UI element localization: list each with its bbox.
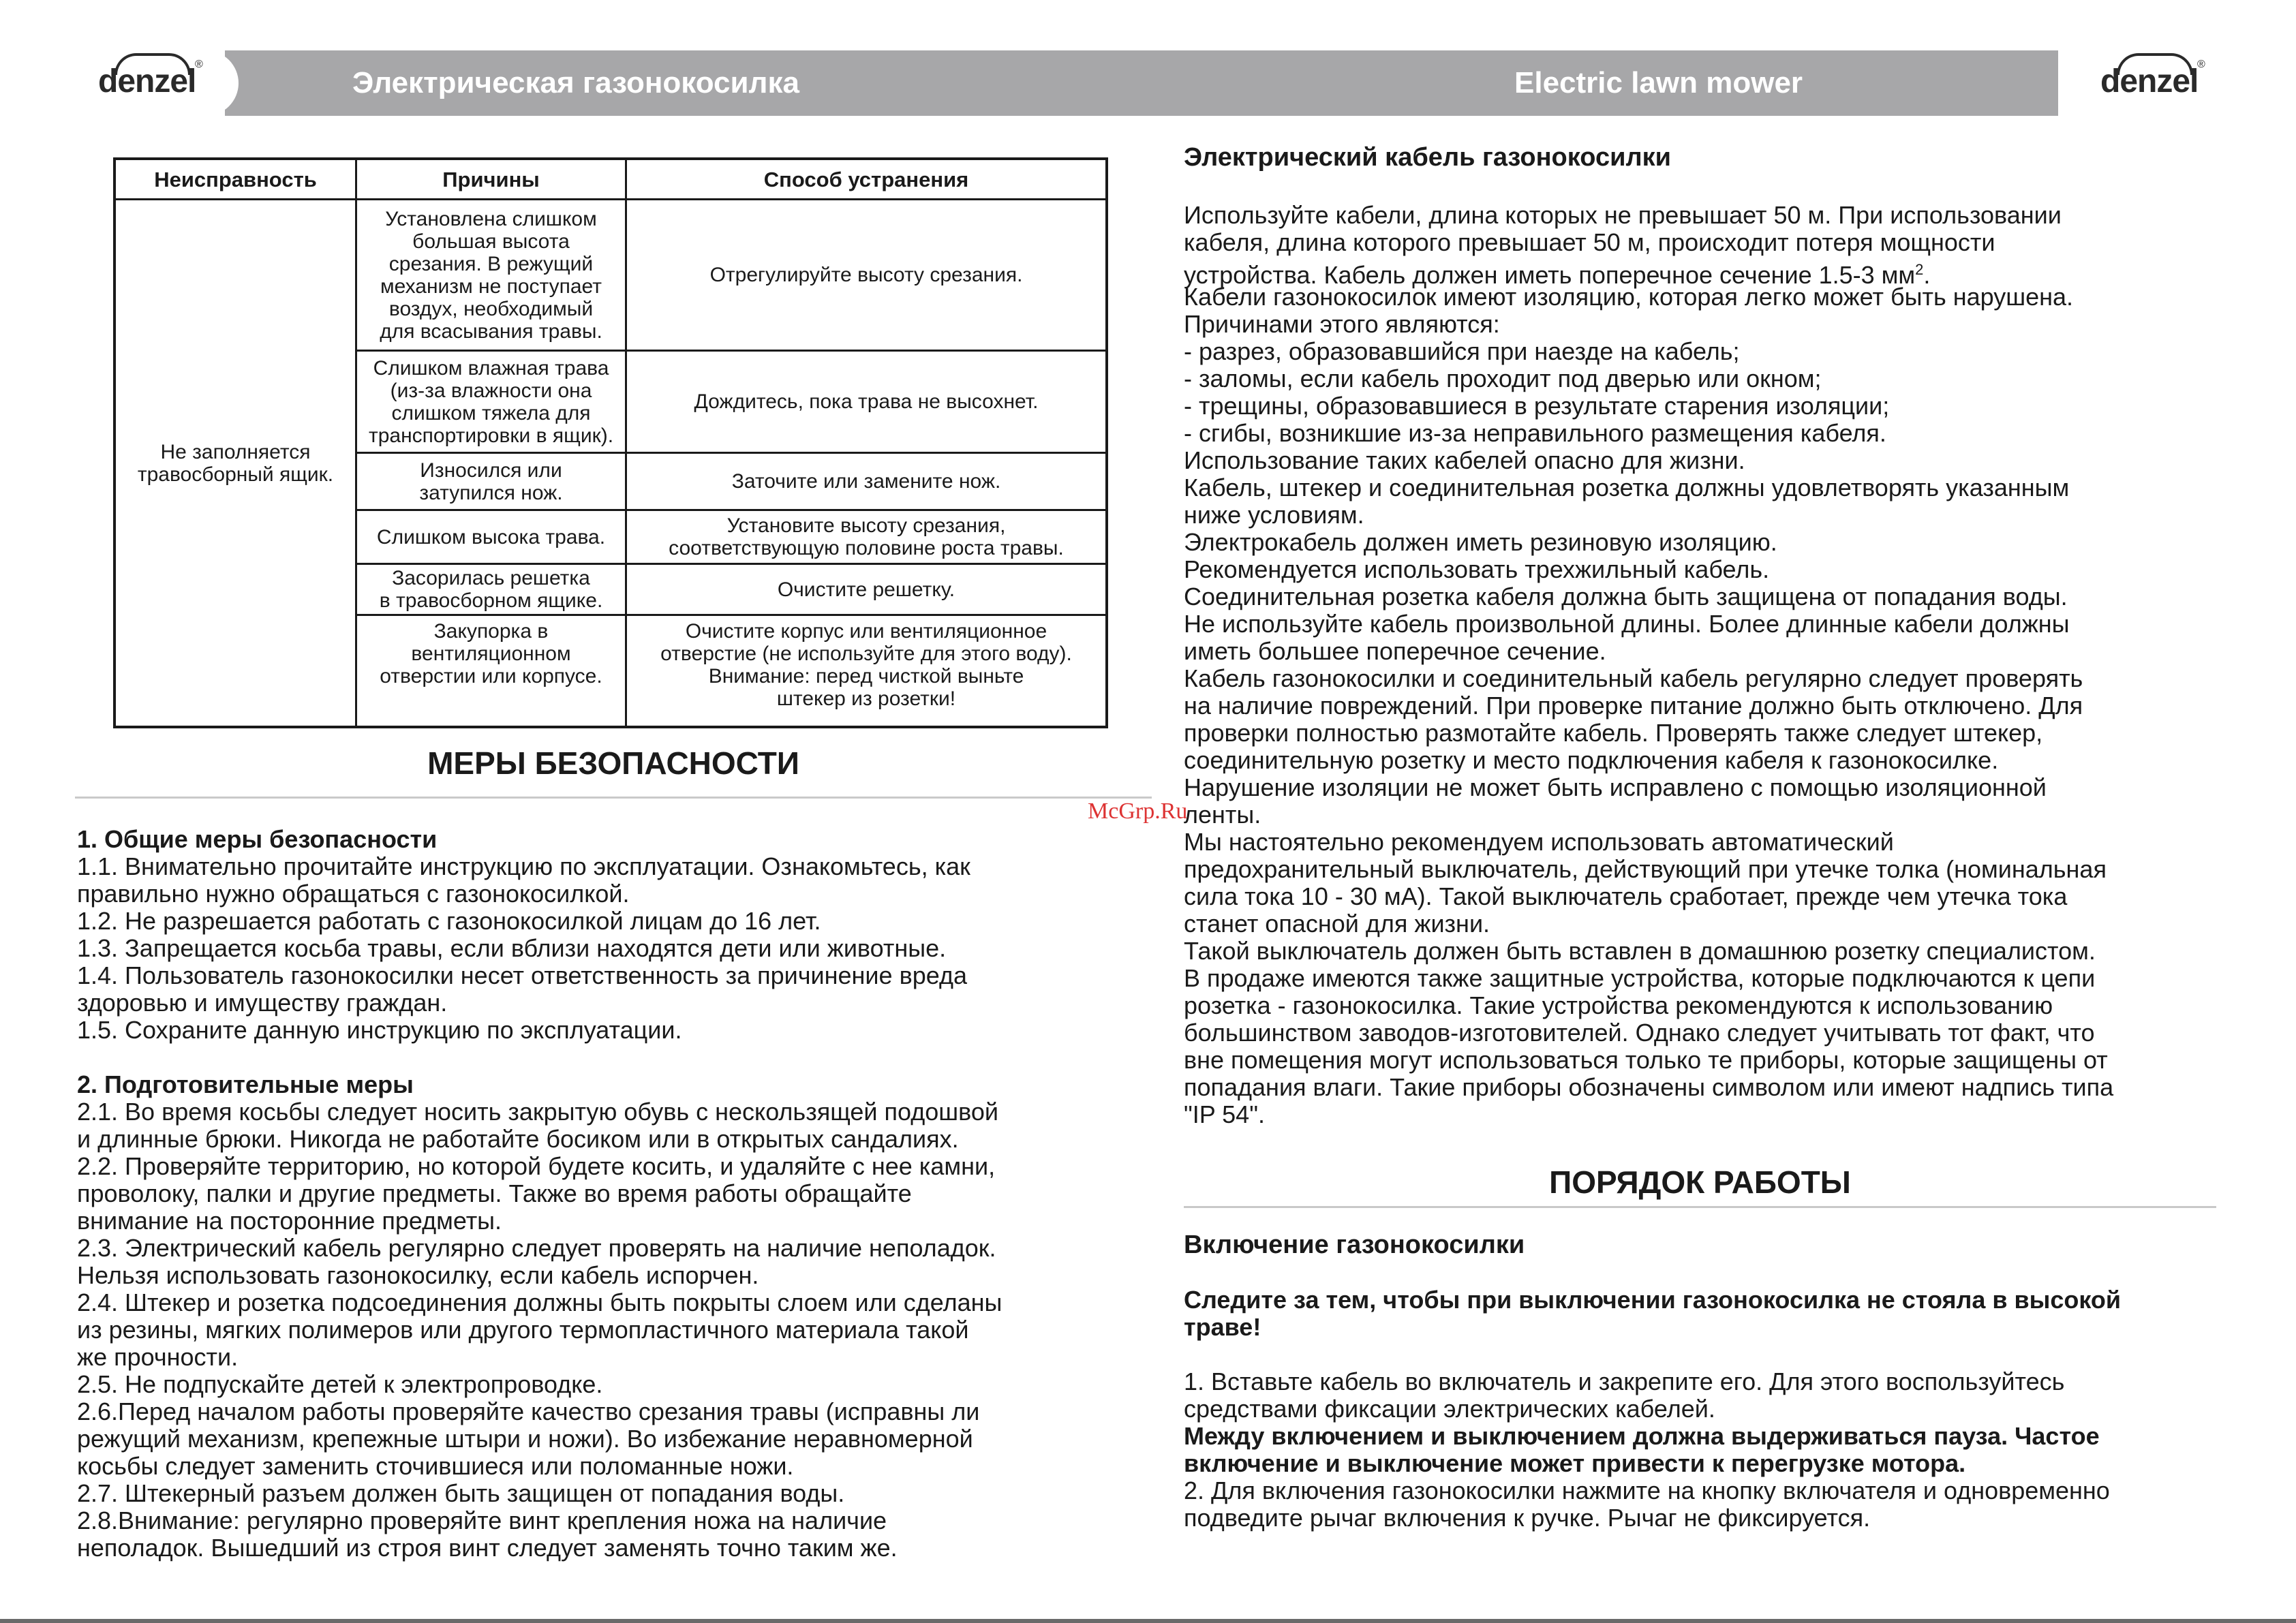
- fix-cell: Дождитесь, пока трава не высохнет.: [694, 390, 1039, 413]
- safety-heading: МЕРЫ БЕЗОПАСНОСТИ: [427, 745, 799, 781]
- fix-cell: Отрегулируйте высоту срезания.: [709, 264, 1023, 286]
- cause-cell: Слишком высока трава.: [376, 525, 606, 548]
- header-title-en: Electric lawn mower: [1514, 66, 1803, 99]
- cable-text-intro-body: Используйте кабели, длина которых не превышает 50 м. При использовании кабеля, длина которого превышает 50 м, происходит потеря мощности устройства. Кабель должен иметь поперечное сечение 1.5-3 мм: [1184, 201, 2062, 289]
- operation-step-2: 2. Для включения газонокосилки нажмите на кнопку включателя и одновременно подведите рычаг включения к ручке. Рычаг не фиксируется.: [1184, 1477, 2110, 1532]
- fix-cell: Очистите корпус или вентиляционное отверстие (не используйте для этого воду). Внимание: перед чисткой выньте штекер из розетки!: [660, 620, 1072, 710]
- cable-title: Электрический кабель газонокосилки: [1184, 143, 1671, 172]
- period: .: [1923, 261, 1931, 289]
- safety-section-1-text: 1.1. Внимательно прочитайте инструкцию по эксплуатации. Ознакомьтесь, как правильно нужно обращаться с газонокосилкой. 1.2. Не разрешается работать с газонокосилкой лицам до 16 лет. 1.3. Запрещается косьба травы, если вблизи находятся дети или животные. 1.4. Пользователь газонокосилки несет ответственность за причинение вреда здоровью и имуществу граждан. 1.5. Сохраните данную инструкцию по эксплуатации.: [77, 852, 970, 1044]
- table-header-fix: Способ устранения: [763, 167, 969, 191]
- watermark: McGrp.Ru: [1088, 799, 1188, 824]
- cable-text-intro: [1184, 202, 2062, 289]
- cause-cell: Установлена слишком большая высота срезания. В режущий механизм не поступает воздух, необходимый для всасывания травы.: [380, 207, 602, 343]
- operation-step-1: 1. Вставьте кабель во включатель и закрепите его. Для этого воспользуйтесь средствами фиксации электрических кабелей.: [1184, 1367, 2065, 1423]
- registered-mark: ®: [2197, 59, 2205, 70]
- bottom-border: [0, 1619, 2296, 1623]
- operation-step-1-note: Между включением и выключением должна выдерживаться пауза. Частое включение и выключение может привести к перегрузке мотора.: [1184, 1422, 2100, 1477]
- operation-heading: ПОРЯДОК РАБОТЫ: [1549, 1164, 1851, 1200]
- operation-subtitle: Включение газонокосилки: [1184, 1231, 1525, 1259]
- safety-section-1-title: 1. Общие меры безопасности: [77, 825, 438, 853]
- cause-cell: Закупорка в вентиляционном отверстии или корпусе.: [380, 620, 602, 687]
- logo-text: denzel: [98, 63, 196, 99]
- safety-section-2-text: 2.1. Во время косьбы следует носить закрытую обувь с нескользящей подошвой и длинные брюки. Никогда не работайте босиком или в открытых сандалиях. 2.2. Проверяйте территорию, но которой будете косить, и удаляйте с нее камни, проволоку, палки и другие предметы. Также во время работы обращайте внимание на посторонние предметы. 2.3. Электрический кабель регулярно следует проверять на наличие неполадок. Нельзя использовать газонокосилку, если кабель испорчен. 2.4. Штекер и розетка подсоединения должны быть покрыты слоем или сделаны из резины, мягких полимеров или другого термопластичного материала такой же прочности. 2.5. Не подпускайте детей к электропроводке. 2.6.Перед началом работы проверяйте качество срезания травы (исправны ли режущий механизм, крепежные штыри и ножи). Во избежание неравномерной косьбы следует заменить сточившиеся или поломанные ножи. 2.7. Штекерный разъем должен быть защищен от попадания воды. 2.8.Внимание: регулярно проверяйте винт крепления ножа на наличие неполадок. Вышедший из строя винт следует заменять точно таким же.: [77, 1098, 1002, 1562]
- divider: [1184, 1206, 2216, 1208]
- cause-cell: Износился или затупился нож.: [419, 459, 563, 504]
- brand-logo-left: [95, 53, 204, 114]
- fault-cell: Не заполняется травосборный ящик.: [137, 440, 334, 486]
- cause-cell: Слишком влажная трава (из-за влажности она слишком тяжела для транспортировки в ящик).: [368, 356, 614, 447]
- cable-text-body: Кабели газонокосилок имеют изоляцию, которая легко может быть нарушена. Причинами этого являются: - разрез, образовавшийся при наезде на кабель; - заломы, если кабель проходит под дверью или окном; - трещины, образовавшиеся в результате старения изоляции; - сгибы, возникшие из-за неправильного размещения кабеля. Использование таких кабелей опасно для жизни. Кабель, штекер и соединительная розетка должны удовлетворять указанным ниже условиям. Электрокабель должен иметь резиновую изоляцию. Рекомендуется использовать трехжильный кабель. Соединительная розетка кабеля должна быть защищена от попадания воды. Не используйте кабель произвольной длины. Более длинные кабели должны иметь большее поперечное сечение. Кабель газонокосилки и соединительный кабель регулярно следует проверять на наличие повреждений. При проверке питание должно быть отключено. Для проверки полностью размотайте кабель. Проверять также следует штекер, соединительную розетку и место подключения кабеля к газонокосилке. Нарушение изоляции не может быть исправлено с помощью изоляционной ленты. Мы настоятельно рекомендуем использовать автоматический предохранительный выключатель, действующий при утечке толка (номинальная сила тока 10 - 30 мА). Такой выключатель сработает, прежде чем утечка тока станет опасной для жизни. Такой выключатель должен быть вставлен в домашнюю розетку специалистом. В продаже имеются также защитные устройства, которые подключаются к цепи розетка - газонокосилка. Такие устройства рекомендуются к использованию большинством заводов-изготовителей. Однако следует учитывать тот факт, что вне помещения могут использоваться только те приборы, которые защищены от попадания влаги. Такие приборы обозначены символом или имеют надпись типа "IP 54".: [1184, 283, 2114, 1128]
- superscript: 2: [1915, 261, 1924, 278]
- safety-section-2-title: 2. Подготовительные меры: [77, 1070, 414, 1098]
- header-title-ru: Электрическая газонокосилка: [352, 66, 799, 99]
- fix-cell: Установите высоту срезания, соответствующую половине роста травы.: [669, 514, 1064, 559]
- registered-mark: ®: [195, 59, 203, 70]
- divider: [75, 797, 1152, 799]
- cause-cell: Засорилась решетка в травосборном ящике.: [379, 567, 603, 612]
- fix-cell: Очистите решетку.: [777, 578, 955, 601]
- brand-logo-right: [2098, 53, 2207, 114]
- troubleshooting-table: [113, 157, 1108, 728]
- logo-text: denzel: [2100, 63, 2199, 99]
- table-header-fault: Неисправность: [154, 167, 317, 191]
- operation-warning: Следите за тем, чтобы при выключении газонокосилка не стояла в высокой траве!: [1184, 1286, 2122, 1341]
- table-header-cause: Причины: [442, 167, 540, 191]
- fix-cell: Заточите или замените нож.: [731, 470, 1001, 493]
